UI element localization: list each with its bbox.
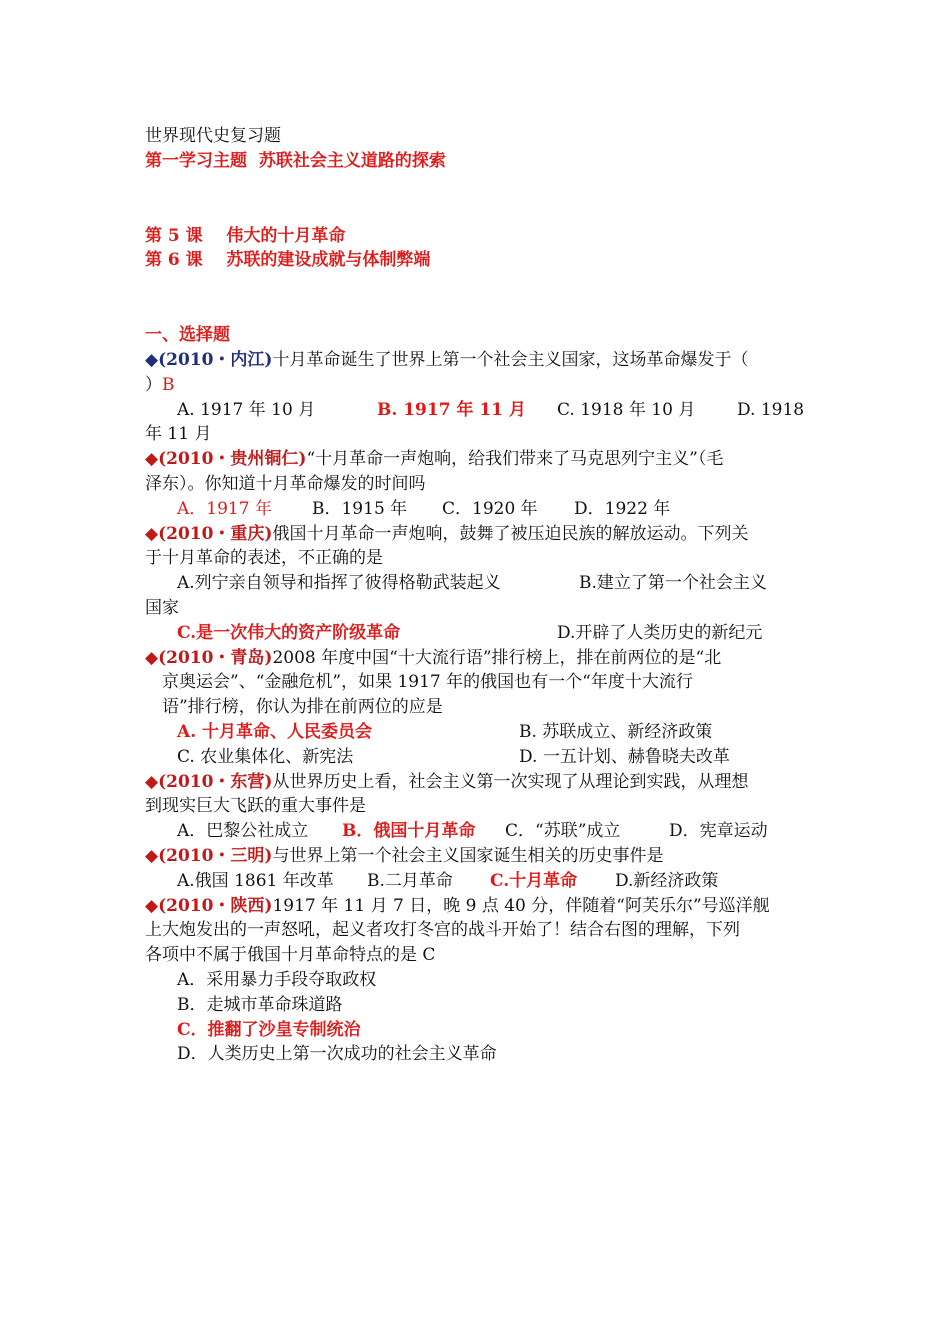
question-7-text: 1917 年 11 月 7 日，晚 9 点 40 分，伴随着“阿芙乐尔”号巡洋舰 — [272, 895, 770, 916]
question-6-text: 与世界上第一个社会主义国家诞生相关的历史事件是 — [272, 845, 664, 866]
q5-option-d: D．宪章运动 — [669, 821, 768, 842]
document-page — [145, 124, 810, 1067]
theme-title: 第一学习主题 苏联社会主义道路的探索 — [145, 150, 446, 171]
question-2-text: “十月革命一声炮响，给我们带来了马克思列宁主义”（毛 — [306, 449, 724, 470]
q1-option-d-cont: 年 11 月 — [145, 424, 212, 445]
q5-option-c: C．“苏联”成立 — [505, 821, 621, 842]
question-7-tag: ◆(2010・陕西) — [145, 895, 273, 916]
q1-option-b: B. 1917 年 11 月 — [377, 399, 526, 420]
question-5-text: 从世界历史上看，社会主义第一次实现了从理论到实践，从理想 — [272, 771, 749, 792]
q6-option-d: D.新经济政策 — [615, 870, 719, 891]
q6-option-a: A.俄国 1861 年改革 — [177, 870, 334, 891]
q1-option-d: D. 1918 — [737, 399, 805, 420]
q6-option-c: C.十月革命 — [490, 870, 578, 891]
question-7-text-cont2: 各项中不属于俄国十月革命特点的是 C — [145, 945, 436, 966]
question-6 — [145, 844, 810, 894]
question-1-text-cont: ） — [145, 374, 162, 395]
q6-option-b: B.二月革命 — [367, 870, 453, 891]
q5-option-b: B．俄国十月革命 — [342, 821, 476, 842]
question-5-text-cont: 到现实巨大飞跃的重大事件是 — [145, 796, 366, 817]
lesson-6-title: 第 6 课 苏联的建设成就与体制弊端 — [145, 250, 431, 271]
q3-option-b-cont: 国家 — [145, 597, 179, 618]
q1-option-a: A. 1917 年 10 月 — [177, 399, 316, 420]
question-4-text-cont: 京奥运会”、“金融危机”，如果 1917 年的俄国也有一个“年度十大流行 — [162, 672, 693, 693]
q5-option-a: A．巴黎公社成立 — [177, 821, 309, 842]
section-heading: 一、选择题 — [145, 325, 230, 346]
question-5-tag: ◆(2010・东营) — [145, 771, 273, 792]
question-4 — [145, 646, 810, 770]
question-3 — [145, 522, 810, 646]
q3-option-b: B.建立了第一个社会主义 — [579, 573, 767, 594]
q3-option-a: A.列宁亲自领导和指挥了彼得格勒武装起义 — [177, 573, 501, 594]
q7-option-b: B．走城市革命珠道路 — [177, 994, 343, 1015]
question-7 — [145, 894, 810, 1068]
question-1-answer: B — [162, 374, 175, 395]
q2-option-c: C．1920 年 — [442, 498, 538, 519]
q1-option-c: C. 1918 年 10 月 — [557, 399, 696, 420]
q2-option-b: B．1915 年 — [312, 498, 408, 519]
lesson-5-title: 第 5 课 伟大的十月革命 — [145, 225, 346, 246]
question-2-text-cont: 泽东）。你知道十月革命爆发的时间吗 — [145, 473, 426, 494]
question-4-tag: ◆(2010・青岛) — [145, 647, 273, 668]
question-5 — [145, 770, 810, 844]
q2-option-a: A．1917 年 — [177, 498, 272, 519]
question-1-tag: ◆(2010・内江) — [145, 349, 273, 370]
question-4-text: 2008 年度中国“十大流行语”排行榜上，排在前两位的是“北 — [272, 647, 722, 668]
q7-option-c: C．推翻了沙皇专制统治 — [177, 1019, 361, 1040]
q7-option-a: A．采用暴力手段夺取政权 — [177, 969, 377, 990]
q3-option-d: D.开辟了人类历史的新纪元 — [557, 622, 763, 643]
q4-option-a: A. 十月革命、人民委员会 — [177, 721, 373, 742]
q3-option-c: C.是一次伟大的资产阶级革命 — [177, 622, 401, 643]
question-3-tag: ◆(2010・重庆) — [145, 523, 273, 544]
doc-title: 世界现代史复习题 — [145, 126, 281, 146]
question-3-text-cont: 于十月革命的表述，不正确的是 — [145, 548, 383, 569]
question-1-text: 十月革命诞生了世界上第一个社会主义国家，这场革命爆发于（ — [272, 349, 749, 370]
q2-option-d: D．1922 年 — [574, 498, 671, 519]
question-2 — [145, 447, 810, 521]
question-1 — [145, 348, 810, 447]
q4-option-c: C. 农业集体化、新宪法 — [177, 746, 354, 767]
q7-option-d: D．人类历史上第一次成功的社会主义革命 — [177, 1044, 497, 1065]
question-2-tag: ◆(2010・贵州铜仁) — [145, 449, 307, 470]
q4-option-d: D. 一五计划、赫鲁晓夫改革 — [519, 746, 730, 767]
question-4-text-cont2: 语”排行榜，你认为排在前两位的应是 — [162, 697, 443, 718]
q4-option-b: B. 苏联成立、新经济政策 — [519, 721, 713, 742]
question-7-text-cont: 上大炮发出的一声怒吼，起义者攻打冬宫的战斗开始了！结合右图的理解，下列 — [145, 920, 740, 941]
question-3-text: 俄国十月革命一声炮响，鼓舞了被压迫民族的解放运动。下列关 — [272, 523, 749, 544]
question-6-tag: ◆(2010・三明) — [145, 845, 273, 866]
